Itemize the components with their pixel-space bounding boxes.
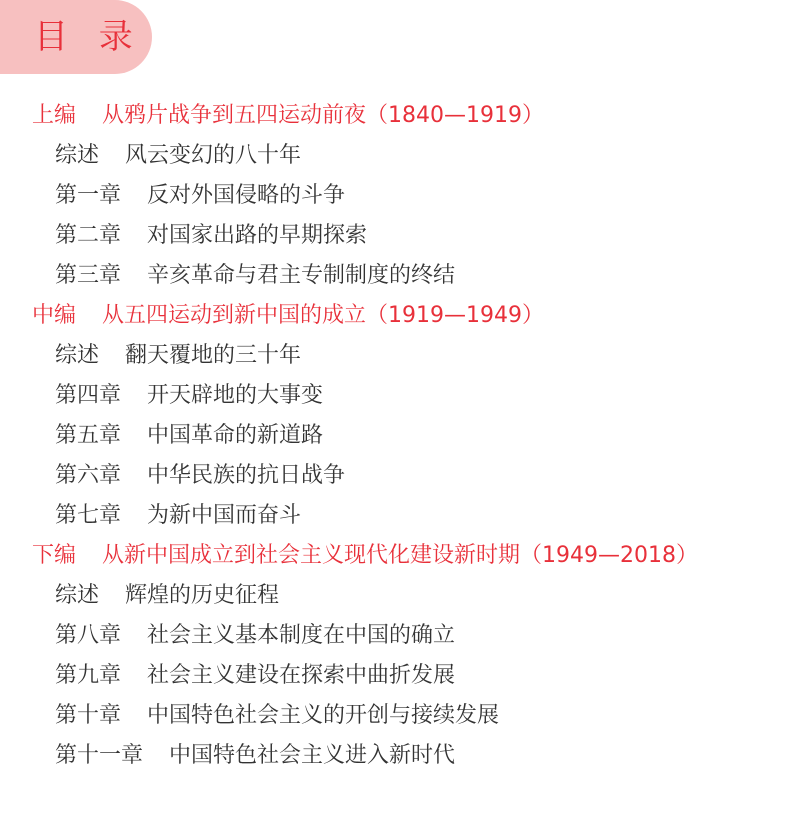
chapter-number: 综述 — [55, 583, 100, 608]
chapter-number: 综述 — [55, 143, 100, 168]
chapter-entry[interactable] — [0, 456, 790, 496]
chapter-title: 中国特色社会主义进入新时代 — [169, 743, 456, 768]
chapter-title: 开天辟地的大事变 — [147, 383, 324, 408]
chapter-number: 第十一章 — [55, 743, 144, 768]
part-title: 从新中国成立到社会主义现代化建设新时期（1949—2018） — [102, 543, 698, 568]
chapter-entry[interactable] — [0, 216, 790, 256]
chapter-number: 第十章 — [55, 703, 122, 728]
chapter-title: 翻天覆地的三十年 — [125, 343, 302, 368]
chapter-title: 社会主义基本制度在中国的确立 — [147, 623, 456, 648]
chapter-entry[interactable] — [0, 696, 790, 736]
chapter-title: 辛亥革命与君主专制制度的终结 — [147, 263, 456, 288]
chapter-number: 综述 — [55, 343, 100, 368]
chapter-title: 中国特色社会主义的开创与接续发展 — [147, 703, 500, 728]
toc-title: 目 录 — [34, 17, 143, 57]
toc-part — [0, 96, 790, 296]
chapter-number: 第八章 — [55, 623, 122, 648]
chapter-number: 第七章 — [55, 503, 122, 528]
chapter-title: 反对外国侵略的斗争 — [147, 183, 346, 208]
chapter-entry[interactable] — [0, 416, 790, 456]
chapter-entry[interactable] — [0, 576, 790, 616]
chapter-entry[interactable] — [0, 616, 790, 656]
table-of-contents — [0, 96, 790, 776]
chapter-entry[interactable] — [0, 136, 790, 176]
chapter-entry[interactable] — [0, 336, 790, 376]
toc-part — [0, 296, 790, 536]
chapter-title: 对国家出路的早期探索 — [147, 223, 368, 248]
chapter-title: 社会主义建设在探索中曲折发展 — [147, 663, 456, 688]
toc-part — [0, 536, 790, 776]
chapter-entry[interactable] — [0, 496, 790, 536]
part-heading[interactable] — [0, 96, 790, 136]
part-title: 从五四运动到新中国的成立（1919—1949） — [102, 303, 544, 328]
chapter-number: 第四章 — [55, 383, 122, 408]
part-label: 上编 — [32, 103, 77, 128]
part-heading[interactable] — [0, 536, 790, 576]
chapter-title: 风云变幻的八十年 — [125, 143, 302, 168]
chapter-number: 第九章 — [55, 663, 122, 688]
part-label: 中编 — [32, 303, 77, 328]
chapter-entry[interactable] — [0, 376, 790, 416]
chapter-title: 辉煌的历史征程 — [125, 583, 280, 608]
part-heading[interactable] — [0, 296, 790, 336]
part-label: 下编 — [32, 543, 77, 568]
chapter-entry[interactable] — [0, 256, 790, 296]
chapter-title: 为新中国而奋斗 — [147, 503, 302, 528]
chapter-number: 第五章 — [55, 423, 122, 448]
chapter-number: 第三章 — [55, 263, 122, 288]
chapter-title: 中华民族的抗日战争 — [147, 463, 346, 488]
chapter-entry[interactable] — [0, 656, 790, 696]
chapter-entry[interactable] — [0, 736, 790, 776]
chapter-title: 中国革命的新道路 — [147, 423, 324, 448]
chapter-entry[interactable] — [0, 176, 790, 216]
chapter-number: 第二章 — [55, 223, 122, 248]
part-title: 从鸦片战争到五四运动前夜（1840—1919） — [102, 103, 544, 128]
chapter-number: 第六章 — [55, 463, 122, 488]
chapter-number: 第一章 — [55, 183, 122, 208]
